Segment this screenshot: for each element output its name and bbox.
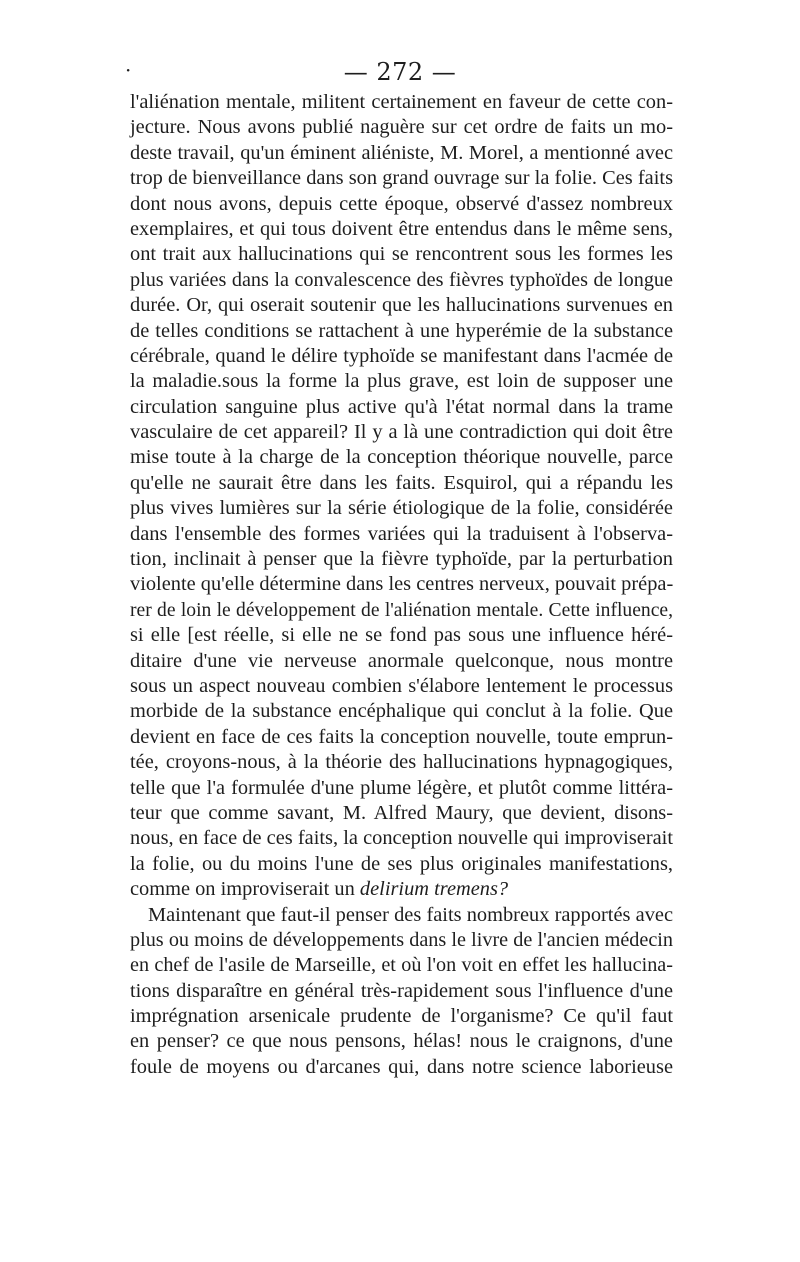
- text-line: jecture. Nous avons publié naguère sur cet ordre de faits un mo-: [130, 116, 673, 139]
- text-line: en chef de l'asile de Marseille, et où l'on voit en effet les hallucina-: [130, 954, 673, 977]
- text-line: tions disparaître en général très-rapidement sous l'influence d'une: [130, 979, 673, 1002]
- text-line: dans l'ensemble des formes variées qui la traduisent à l'observa-: [130, 522, 673, 545]
- text-line: foule de moyens ou d'arcanes qui, dans notre science laborieuse: [130, 1055, 673, 1078]
- text-line: tion, inclinait à penser que la fièvre typhoïde, par la perturbation: [130, 548, 673, 571]
- text-line: rer de loin le développement de l'aliénation mentale. Cette influence,: [130, 599, 673, 621]
- text-line: ditaire d'une vie nerveuse anormale quelconque, nous montre: [130, 649, 673, 672]
- text-line: exemplaires, et qui tous doivent être entendus dans le même sens,: [130, 217, 673, 240]
- text-line: devient en face de ces faits la conception nouvelle, toute emprun-: [130, 725, 673, 748]
- italic-term: delirium tremens?: [359, 878, 509, 901]
- text-line: si elle [est réelle, si elle ne se fond pas sous une influence héré-: [130, 624, 673, 647]
- text-line: nous, en face de ces faits, la conception nouvelle qui improviserait: [130, 827, 673, 850]
- text-line: dont nous avons, depuis cette époque, observé d'assez nombreux: [130, 192, 673, 215]
- text-line: de telles conditions se rattachent à une hyperémie de la substance: [130, 319, 673, 342]
- text-line-final: [130, 877, 673, 902]
- paragraph-1: [130, 90, 673, 903]
- text-line: violente qu'elle détermine dans les centres nerveux, pouvait prépa-: [130, 573, 674, 596]
- text-line: la maladie.sous la forme la plus grave, est loin de supposer une: [130, 370, 673, 393]
- text-line: Maintenant que faut-il penser des faits nombreux rapportés avec: [148, 903, 673, 926]
- text-line: deste travail, qu'un éminent aliéniste, M. Morel, a mentionné avec: [130, 141, 673, 164]
- text-line: imprégnation arsenicale prudente de l'organisme? Ce qu'il faut: [130, 1005, 673, 1028]
- text-line: mise toute à la charge de la conception théorique nouvelle, parce: [130, 446, 673, 469]
- text-line: sous un aspect nouveau combien s'élabore lentement le processus: [130, 674, 673, 697]
- text-line: plus ou moins de développements dans le livre de l'ancien médecin: [130, 928, 673, 951]
- text-line: l'aliénation mentale, militent certainement en faveur de cette con-: [130, 91, 673, 113]
- page-number: — 272 —: [343, 58, 457, 86]
- page-mark: ·: [125, 58, 132, 82]
- text-line: vasculaire de cet appareil? Il y a là une contradiction qui doit être: [130, 421, 673, 444]
- text-line: cérébrale, quand le délire typhoïde se manifestant dans l'acmée de: [130, 344, 673, 367]
- paragraph-2: [130, 903, 673, 1081]
- text-line: en penser? ce que nous pensons, hélas! nous le craignons, d'une: [130, 1030, 673, 1053]
- text-line: ont trait aux hallucinations qui se rencontrent sous les formes les: [130, 243, 673, 266]
- text-line: teur que comme savant, M. Alfred Maury, que devient, disons-: [130, 801, 673, 824]
- text-line: morbide de la substance encéphalique qui conclut à la folie. Que: [130, 700, 673, 723]
- text-line: trop de bienveillance dans son grand ouvrage sur la folie. Ces faits: [130, 167, 673, 190]
- text-line: la folie, ou du moins l'une de ses plus originales manifestations,: [130, 852, 673, 875]
- text-line: tée, croyons-nous, à la théorie des hallucinations hypnagogiques,: [130, 751, 673, 774]
- body-text: [130, 90, 673, 1080]
- final-line-text: comme on improviserait un: [130, 878, 360, 901]
- text-line: qu'elle ne saurait être dans les faits. Esquirol, qui a répandu les: [130, 471, 673, 494]
- text-line: plus vives lumières sur la série étiologique de la folie, considérée: [130, 497, 673, 520]
- text-line: durée. Or, qui oserait soutenir que les hallucinations survenues en: [130, 294, 673, 317]
- text-line: circulation sanguine plus active qu'à l'état normal dans la trame: [130, 395, 673, 418]
- text-line: telle que l'a formulée d'une plume légère, et plutôt comme littéra-: [130, 776, 673, 799]
- text-line: plus variées dans la convalescence des fièvres typhoïdes de longue: [130, 268, 673, 291]
